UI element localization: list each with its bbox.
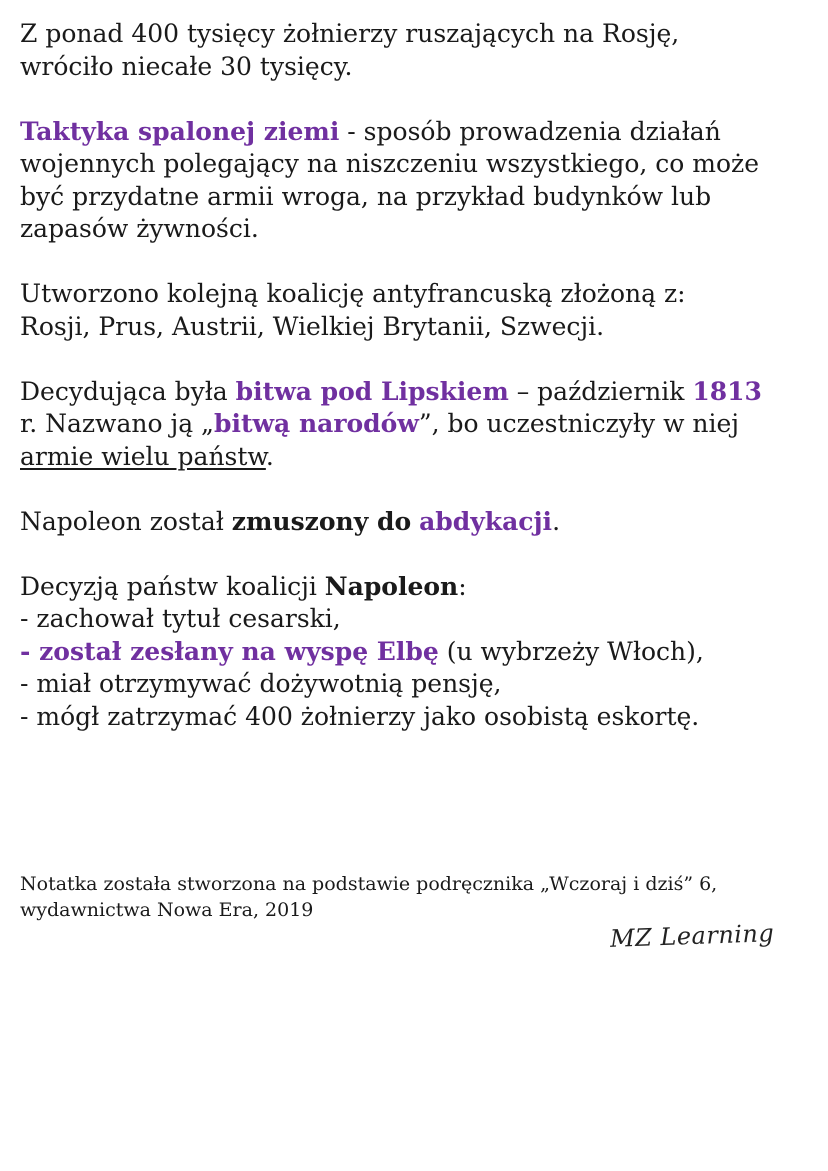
list-dash: -	[20, 636, 40, 666]
paragraph-scorched-earth	[20, 116, 820, 246]
list-item: - zachował tytuł cesarski,	[20, 604, 341, 633]
text-run: .	[265, 441, 274, 471]
text-line: - sposób prowadzenia działań	[339, 116, 721, 146]
note-line: Notatka została stworzona na podstawie podręcznika „Wczoraj i dziś” 6,	[20, 873, 718, 895]
term-abdication: abdykacji	[419, 506, 553, 536]
bold-forced: zmuszony do	[231, 506, 412, 536]
text-run: ”, bo uczestniczyły w niej	[418, 409, 740, 438]
decision-list	[20, 603, 820, 733]
text-line: zapasów żywności.	[20, 214, 259, 243]
bold-napoleon: Napoleon	[324, 571, 459, 601]
text-run: Decydująca była	[20, 376, 236, 406]
text-line: Rosji, Prus, Austrii, Wielkiej Brytanii, Szwecji.	[20, 311, 605, 341]
text-line: Z ponad 400 tysięcy żołnierzy ruszających na Rosję,	[20, 19, 680, 48]
text-line: wojennych polegający na niszczeniu wszystkiego, co może	[20, 149, 760, 178]
term-elba-exile: został zesłany na wyspę Elbę	[39, 636, 439, 666]
signature-mz-learning: MZ Learning	[609, 919, 775, 953]
note-line: wydawnictwa Nowa Era, 2019	[20, 899, 314, 921]
text-line: wróciło niecałe 30 tysięcy.	[20, 51, 353, 81]
text-run	[411, 507, 419, 536]
text-run: r. Nazwano ją „	[20, 409, 215, 438]
text-run: Decyzją państw koalicji	[20, 571, 325, 601]
term-battle-leipzig: bitwa pod Lipskiem	[235, 376, 509, 406]
paragraph-decision	[20, 571, 820, 734]
source-note	[20, 871, 820, 923]
text-line: być przydatne armii wroga, na przykład budynków lub	[20, 181, 712, 211]
underlined-armies: armie wielu państw	[20, 441, 266, 471]
document-body	[20, 18, 820, 766]
text-run: :	[458, 571, 467, 601]
term-scorched-earth: Taktyka spalonej ziemi	[20, 116, 340, 146]
text-line: Utworzono kolejną koalicję antyfrancuską złożoną z:	[20, 279, 686, 308]
list-item: - miał otrzymywać dożywotnią pensję,	[20, 669, 502, 698]
text-run: (u wybrzeży Włoch),	[438, 636, 704, 666]
term-battle-nations: bitwą narodów	[214, 409, 419, 438]
paragraph-abdication	[20, 506, 820, 539]
year-1813: 1813	[692, 376, 762, 406]
paragraph-soldiers	[20, 18, 820, 83]
text-run: – październik	[508, 376, 693, 406]
list-item: - mógł zatrzymać 400 żołnierzy jako osobistą eskortę.	[20, 701, 700, 731]
text-run: Napoleon został	[20, 506, 232, 536]
text-run: .	[552, 506, 561, 536]
paragraph-coalition	[20, 278, 820, 343]
paragraph-leipzig	[20, 376, 820, 474]
list-item	[20, 636, 820, 669]
